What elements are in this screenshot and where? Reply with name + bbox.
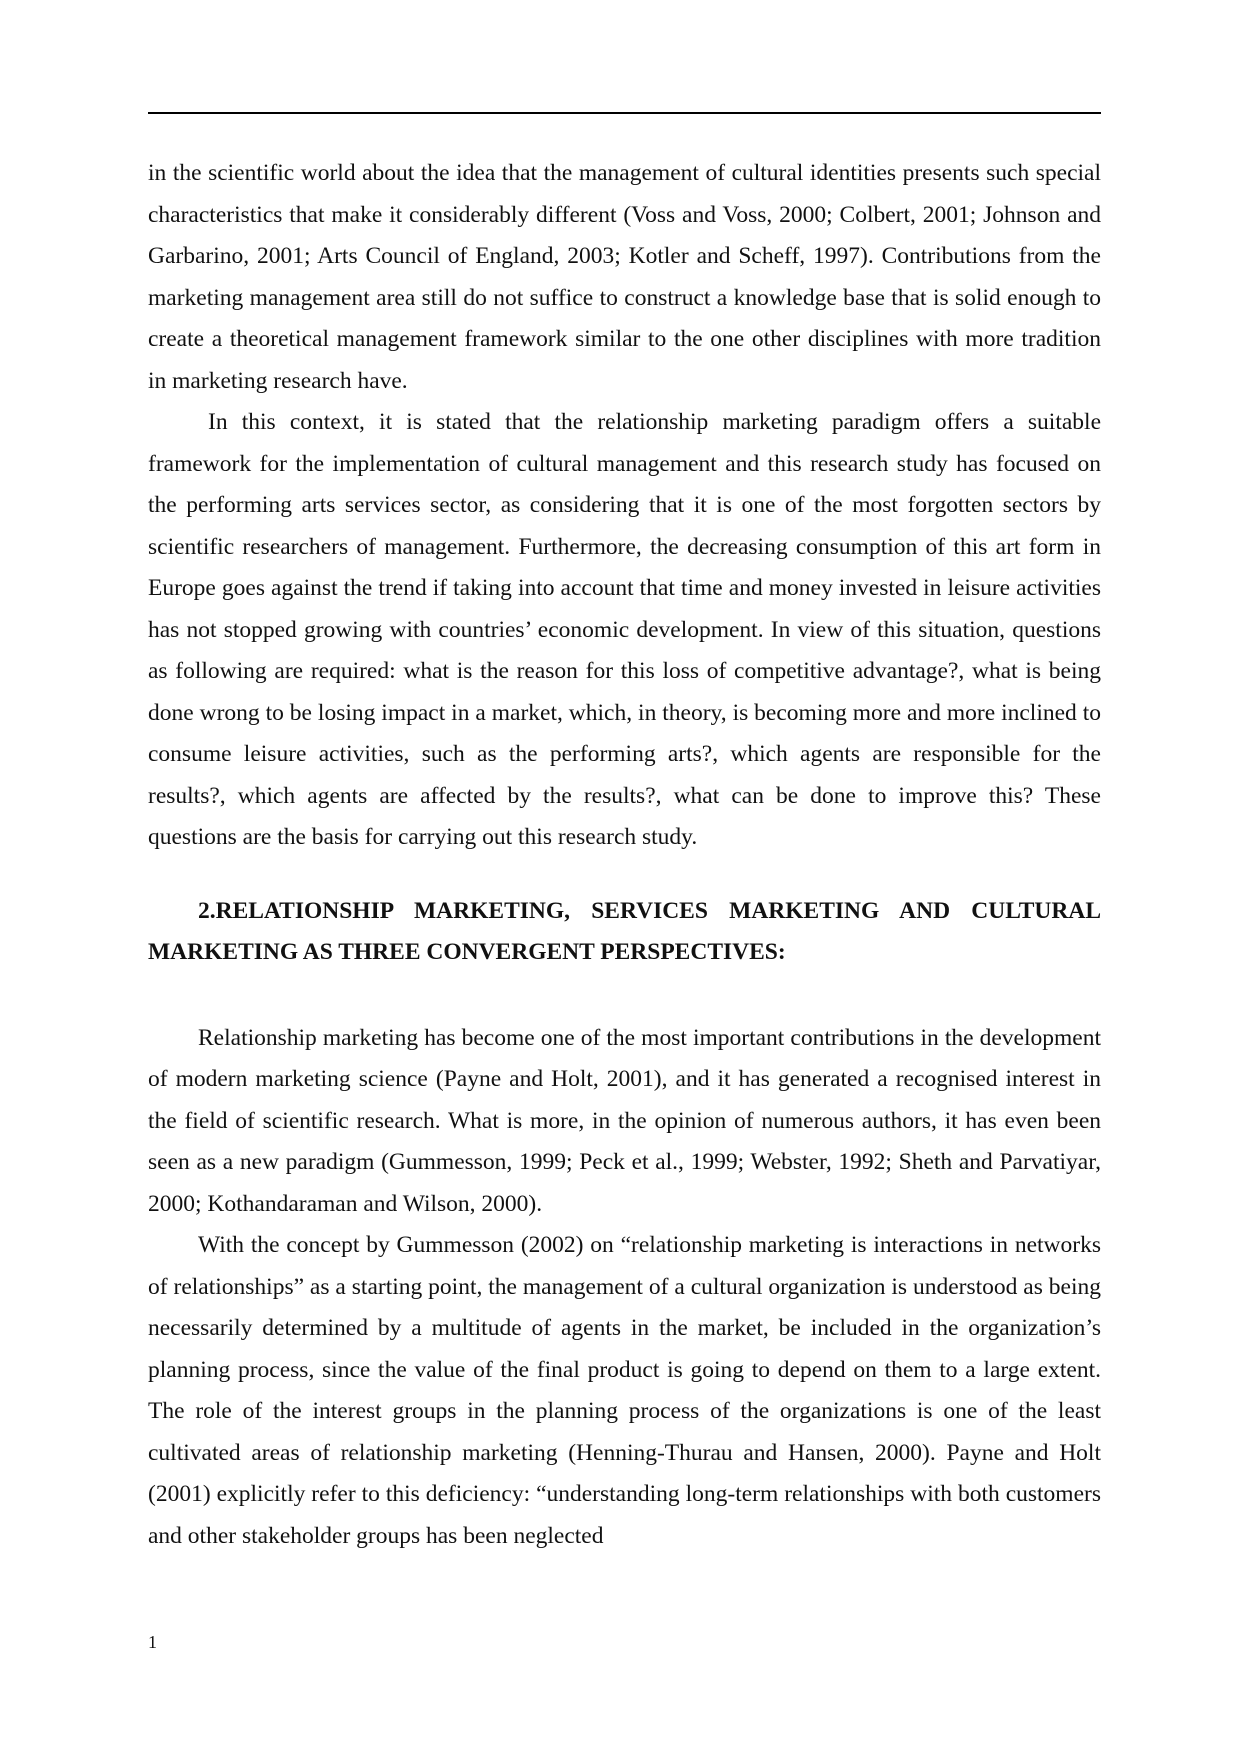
spacer: [148, 859, 1101, 891]
body-paragraph-1: in the scientific world about the idea that the management of cultural identities presents such special characteristics that make it considerably different (Voss and Voss, 2000; Colbert, 2001; Johnson and Garbarino, 2001; Arts Council of England, 2003; Kotler and Scheff, 1997). Contributions from the marketing management area still do not suffice to construct a knowledge base that is solid enough to create a theoretical management framework similar to the one other disciplines with more tradition in marketing research have.: [148, 160, 1101, 394]
body-paragraph-4: With the concept by Gummesson (2002) on “relationship marketing is interactions in networks of relationships” as a starting point, the management of a cultural organization is understood as being necessarily determined by a multitude of agents in the market, be included in the organization’s planning process, since the value of the final product is going to depend on them to a large extent. The role of the interest groups in the planning process of the organizations is one of the least cultivated areas of relationship marketing (Henning-Thurau and Hansen, 2000). Payne and Holt (2001) explicitly refer to this deficiency: “understanding long-term relationships with both customers and other stakeholder groups has been neglected: [148, 1232, 1101, 1549]
spacer: [148, 974, 1101, 1018]
body-paragraph-2: In this context, it is stated that the relationship marketing paradigm offers a suitable framework for the implementation of cultural management and this research study has focused on the performing arts services sector, as considering that it is one of the most forgotten sectors by scientific researchers of management. Furthermore, the decreasing consumption of this art form in Europe goes against the trend if taking into account that time and money invested in leisure activities has not stopped growing with countries’ economic development. In view of this situation, questions as following are required: what is the reason for this loss of competitive advantage?, what is being done wrong to be losing impact in a market, which, in theory, is becoming more and more inclined to consume leisure activities, such as the performing arts?, which agents are responsible for the results?, which agents are affected by the results?, what can be done to improve this? These questions are the basis for carrying out this research study.: [148, 409, 1101, 850]
body-paragraph-3: Relationship marketing has become one of the most important contributions in the development of modern marketing science (Payne and Holt, 2001), and it has generated a recognised interest in the field of scientific research. What is more, in the opinion of numerous authors, it has even been seen as a new paradigm (Gummesson, 1999; Peck et al., 1999; Webster, 1992; Sheth and Parvatiyar, 2000; Kothandaraman and Wilson, 2000).: [148, 1024, 1101, 1217]
page-number: 1: [148, 1632, 157, 1652]
page-body: [148, 153, 1101, 1557]
header-rule: [148, 112, 1101, 114]
section-heading: 2.RELATIONSHIP MARKETING, SERVICES MARKETING AND CULTURAL MARKETING AS THREE CONVERGENT PERSPECTIVES:: [148, 897, 1101, 965]
